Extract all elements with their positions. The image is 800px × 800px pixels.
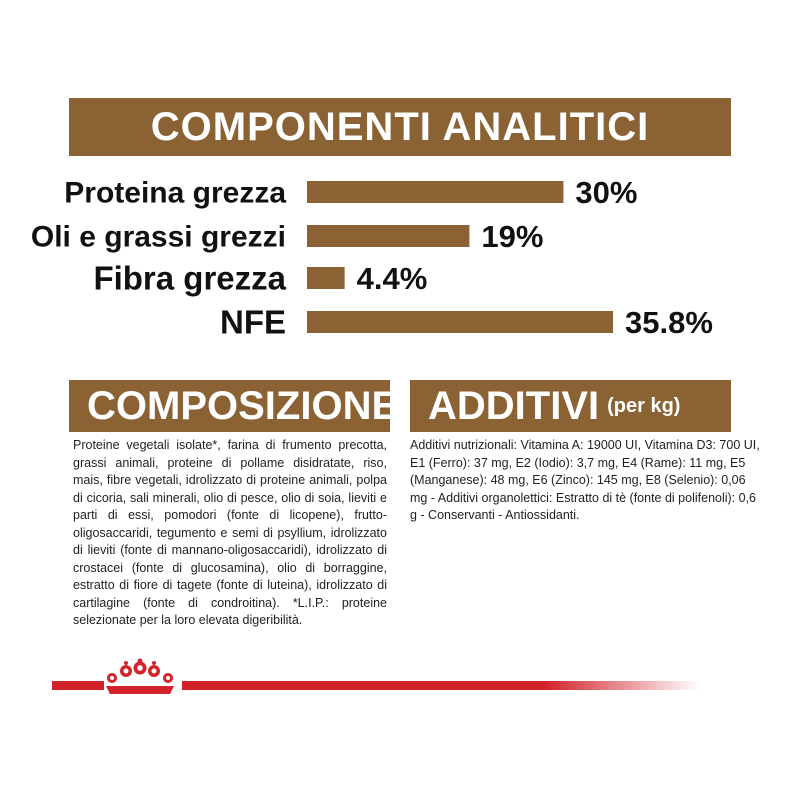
- value-label: 30%: [575, 175, 638, 210]
- bar: [307, 267, 345, 289]
- composizione-text: Proteine vegetali isolate*, farina di frumento precotta, grassi animali, proteine di pollame disidratate, riso, mais, fibre vegetali, idrolizzato di proteine animali, polpa di cicoria, sali minerali, olio di pesce, olio di soia, lieviti e parti di essi, pomodori (fonte di licopene), frutto-oligosaccaridi, tegumento e semi di psyllium, idrolizzato di lieviti (fonte di mannano-oligosaccaridi), idrolizzato di crostacei (fonte di glucosamina), olio di borraggine, estratto di fiore di tagete (fonte di luteina), idrolizzato di cartilagine (fonte di condroitina). *L.I.P.: proteine selezionate per la loro elevata digeribilità.: [73, 438, 387, 627]
- footer-red-line-right: [182, 681, 700, 690]
- additivi-text: Additivi nutrizionali: Vitamina A: 19000 UI, Vitamina D3: 700 UI, E1 (Ferro): 37 mg, E2 (Iodio): 3,7 mg, E4 (Rame): 11 mg, E5 (Manganese): 48 mg, E6 (Zinco): 145 mg, E8 (Selenio): 0,06 mg - Additivi organolettici: Estratto di tè (fonte di polifenoli): 0,6 g - Conservanti - Antiossidanti.: [410, 438, 760, 522]
- value-label: 35.8%: [625, 305, 713, 340]
- category-label: Proteina grezza: [64, 176, 286, 210]
- bar: [307, 181, 563, 203]
- category-label: Fibra grezza: [93, 259, 286, 297]
- analytics-title: COMPONENTI ANALITICI: [150, 104, 650, 149]
- category-label: Oli e grassi grezzi: [30, 220, 286, 254]
- additivi-subtitle: (per kg): [607, 394, 681, 417]
- additivi-title: ADDITIVI: [428, 383, 600, 428]
- royal-crown-icon: [100, 658, 180, 696]
- value-label: 19%: [481, 219, 544, 254]
- bar: [307, 225, 469, 247]
- additivi-header: [410, 380, 731, 432]
- footer-red-line-left: [52, 681, 104, 690]
- category-label: NFE: [220, 303, 286, 341]
- composizione-header: [69, 380, 399, 432]
- value-label: 4.4%: [356, 261, 428, 296]
- composizione-title: COMPOSIZIONE: [87, 383, 399, 428]
- bar: [307, 311, 613, 333]
